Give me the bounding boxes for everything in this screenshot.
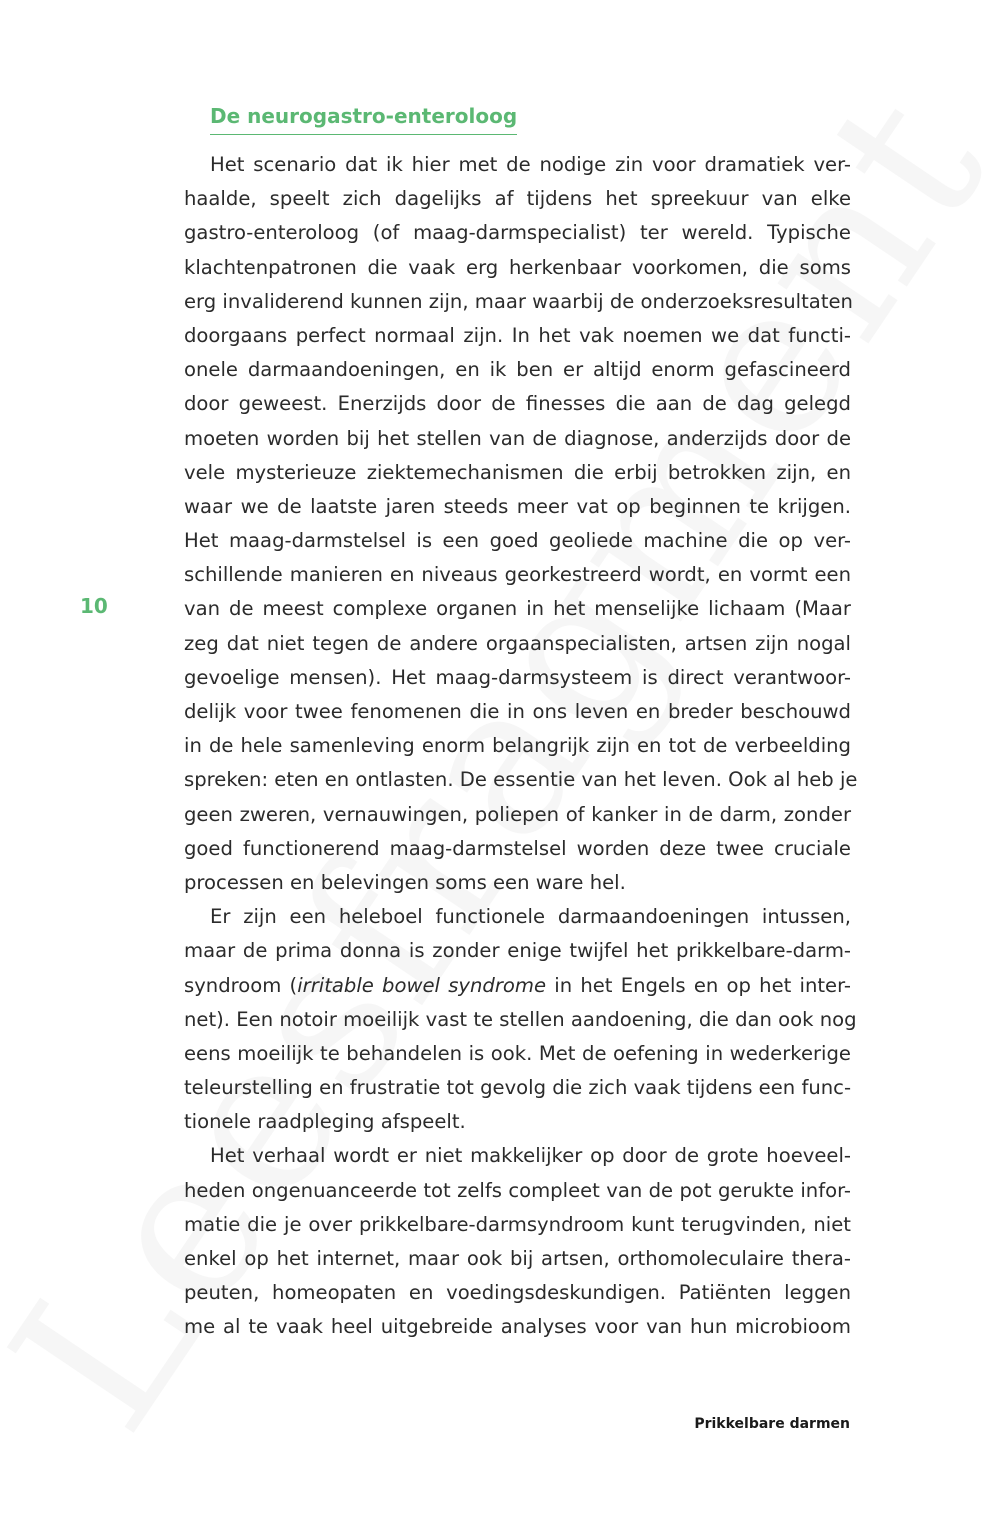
text-line: vele mysterieuze ziektemechanismen die erbij betrokken zijn, en	[184, 460, 851, 484]
paragraph	[184, 148, 858, 900]
text-line: gastro-enteroloog (of maag-darmspecialist) ter wereld. Typische	[184, 221, 851, 245]
text-line: Het scenario dat ik hier met de nodige zin voor dramatiek ver-	[210, 153, 851, 176]
text-line: zeg dat niet tegen de andere orgaanspecialisten, artsen zijn nogal	[184, 631, 851, 655]
text-line: in de hele samenleving enorm belangrijk zijn en tot de verbeelding	[184, 734, 851, 758]
text-line: eens moeilijk te behandelen is ook. Met de oefening in wederkerige	[184, 1041, 851, 1065]
section-heading: De neurogastro-enteroloog	[210, 104, 517, 135]
text-line: matie die je over prikkelbare-darmsyndroom kunt terugvinden, niet	[184, 1212, 851, 1236]
text-line: doorgaans perfect normaal zijn. In het vak noemen we dat functi-	[184, 323, 851, 347]
italic-term: irritable bowel syndrome	[297, 973, 547, 997]
text-line: geen zweren, vernauwingen, poliepen of kanker in de darm, zonder	[184, 802, 851, 826]
text-line: moeten worden bij het stellen van de diagnose, anderzijds door de	[184, 426, 851, 450]
text-line: onele darmaandoeningen, en ik ben er altijd enorm gefascineerd	[184, 358, 851, 382]
page-number: 10	[80, 594, 108, 618]
text-line: maar de prima donna is zonder enige twijfel het prikkelbare-darm-	[184, 939, 851, 963]
text-line: waar we de laatste jaren steeds meer vat op beginnen te krijgen.	[184, 494, 851, 518]
text-segment: syndroom (	[184, 973, 298, 997]
text-line: net). Een notoir moeilijk vast te stellen aandoening, die dan ook nog	[184, 1007, 857, 1031]
text-line: tionele raadpleging afspeelt.	[184, 1110, 466, 1134]
text-line: Het verhaal wordt er niet makkelijker op door de grote hoeveel-	[210, 1144, 851, 1168]
text-line: peuten, homeopaten en voedingsdeskundigen. Patiënten leggen	[184, 1281, 851, 1305]
text-line: klachtenpatronen die vaak erg herkenbaar voorkomen, die soms	[184, 255, 851, 279]
text-line: Er zijn een heleboel functionele darmaandoeningen intussen,	[210, 905, 851, 929]
text-line: spreken: eten en ontlasten. De essentie van het leven. Ook al heb je	[184, 768, 858, 792]
text-line: van de meest complexe organen in het menselijke lichaam (Maar	[184, 597, 851, 621]
text-line: teleurstelling en frustratie tot gevolg die zich vaak tijdens een func-	[184, 1076, 852, 1100]
text-line: gevoelige mensen). Het maag-darmsysteem is direct verantwoor-	[184, 665, 851, 689]
text-line: enkel op het internet, maar ook bij artsen, orthomoleculaire thera-	[184, 1247, 851, 1270]
text-line: processen en belevingen soms een ware hel.	[184, 870, 626, 894]
text-line: Het maag-darmstelsel is een goed geoliede machine die op ver-	[184, 529, 851, 553]
text-line: schillende manieren en niveaus georkestreerd wordt, en vormt een	[184, 563, 851, 587]
paragraph	[184, 1139, 851, 1344]
paragraph	[184, 900, 857, 1139]
running-title: Prikkelbare darmen	[694, 1416, 850, 1432]
text-line: heden ongenuanceerde tot zelfs compleet van de pot gerukte infor-	[184, 1178, 851, 1202]
text-line: erg invaliderend kunnen zijn, maar waarbij de onderzoeksresultaten	[184, 289, 853, 313]
text-line: haalde, speelt zich dagelijks af tijdens het spreekuur van elke	[184, 187, 851, 211]
text-line: delijk voor twee fenomenen die in ons leven en breder beschouwd	[184, 700, 851, 723]
text-line: goed functionerend maag-darmstelsel worden deze twee cruciale	[184, 836, 851, 860]
text-line	[184, 969, 851, 1003]
text-line: door geweest. Enerzijds door de finesses die aan de dag gelegd	[184, 392, 851, 416]
body-text	[184, 148, 858, 1345]
text-line: me al te vaak heel uitgebreide analyses voor van hun microbioom	[184, 1315, 851, 1339]
text-segment: in het Engels en op het inter-	[546, 973, 851, 997]
